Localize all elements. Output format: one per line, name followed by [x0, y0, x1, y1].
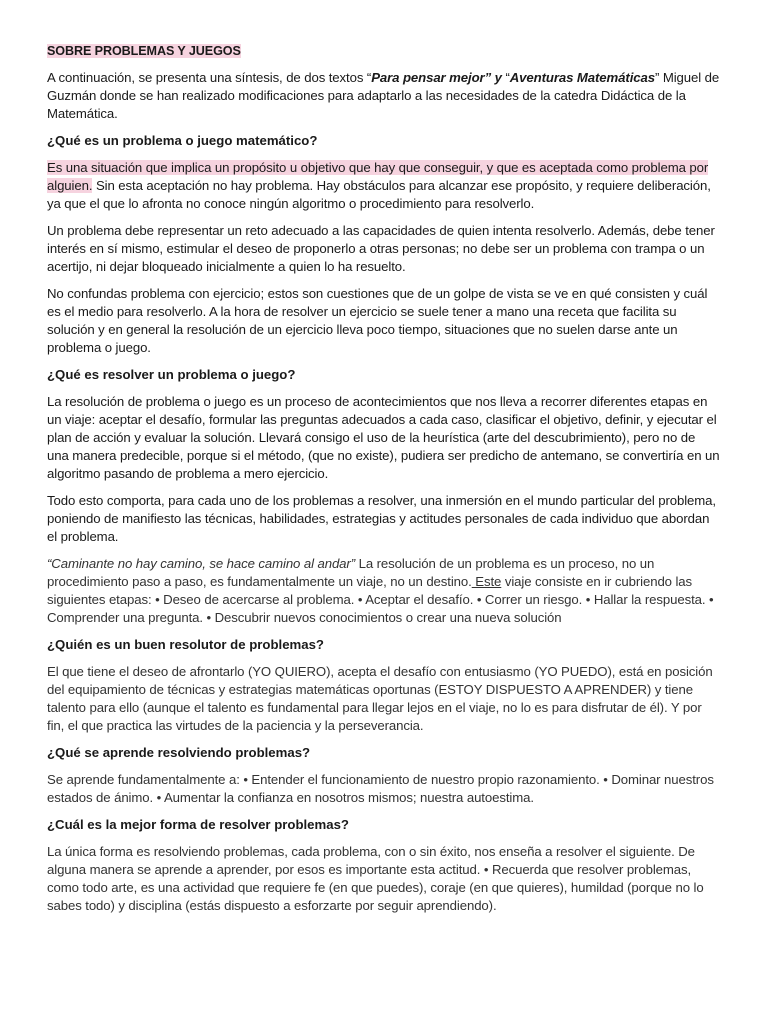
heading-mejor-forma: ¿Cuál es la mejor forma de resolver problemas?	[47, 817, 349, 832]
paragraph-definicion	[47, 159, 720, 213]
title-highlight: SOBRE PROBLEMAS Y JUEGOS	[47, 44, 241, 58]
paragraph-inmersion: Todo esto comporta, para cada uno de los problemas a resolver, una inmersión en el mundo particular del problema, poniendo de manifiesto las técnicas, habilidades, estrategias y actitudes personales de cada individuo que abordan el problema.	[47, 493, 716, 544]
intro-text-2: “	[501, 70, 510, 85]
heading-resolver-problema: ¿Qué es resolver un problema o juego?	[47, 367, 296, 382]
paragraph-que-se-aprende: Se aprende fundamentalmente a: • Entender el funcionamiento de nuestro propio razonamiento. • Dominar nuestros estados de ánimo. • Aumentar la confianza en nosotros mismos; nuestra autoestima.	[47, 772, 714, 805]
book-title-2: Aventuras Matemáticas	[509, 70, 655, 85]
heading-buen-resolutor: ¿Quién es un buen resolutor de problemas?	[47, 637, 324, 652]
paragraph-resolucion: La resolución de problema o juego es un proceso de acontecimientos que nos lleva a recorrer diferentes etapas en un viaje: aceptar el desafío, formular las preguntas adecuados a cada caso, clasificar el objetivo, definir, y ejecutar el plan de acción y evaluar la solución. Llevará consigo el uso de la heurística (arte del descubrimiento), pero no de una manera predecible, porque si el método, (que no existe), pudiera ser predicho de antemano, se convertiría en un algoritmo pasando de problema a mero ejercicio.	[47, 394, 720, 481]
caminante-text-b: Este	[471, 574, 502, 589]
intro-paragraph	[47, 69, 720, 123]
heading-que-se-aprende: ¿Qué se aprende resolviendo problemas?	[47, 745, 311, 760]
caminante-text-a: La resolución de un problema es un proceso, no un procedimiento paso a paso, es fundamentalmente un viaje, no un destino.	[47, 556, 655, 589]
highlighted-definition: Es una situación que implica un propósito u objetivo que hay que conseguir, y que es aceptada como problema por alguien.	[47, 160, 709, 193]
book-title-1: Para pensar mejor” y	[371, 70, 502, 85]
heading-problema-juego: ¿Qué es un problema o juego matemático?	[47, 133, 318, 148]
document-title	[47, 42, 720, 60]
paragraph-reto: Un problema debe representar un reto adecuado a las capacidades de quien intenta resolverlo. Además, debe tener interés en sí mismo, estimular el deseo de proponerlo a otras personas; no debe ser un problema con trampa o un acertijo, ni dejar bloqueado inicialmente a quien lo ha resuelto.	[47, 223, 715, 274]
paragraph-buen-resolutor	[47, 663, 720, 735]
intro-text-1: A continuación, se presenta una síntesis, de dos textos “	[47, 70, 372, 85]
paragraph-mejor-forma	[47, 843, 720, 915]
definition-rest: Sin esta aceptación no hay problema. Hay obstáculos para alcanzar ese propósito, y requiere deliberación, ya que el que lo afronta no conoce ningún algoritmo o procedimiento para resolverlo.	[47, 178, 711, 211]
paragraph-ejercicio: No confundas problema con ejercicio; estos son cuestiones que de un golpe de vista se ve en qué consisten y cuál es el medio para resolverlo. A la hora de resolver un ejercicio se suele tener a mano una receta que facilita su solución y en general la resolución de un ejercicio lleva poco tiempo, situaciones que no suelen darse ante un problema o juego.	[47, 286, 708, 355]
intro-text-3: ” Miguel de Guzmán donde se han realizado modificaciones para adaptarlo a las necesidades de la catedra Didáctica de la Matemática.	[47, 70, 720, 121]
caminante-text-c: viaje consiste en ir cubriendo las siguientes etapas: • Deseo de acercarse al problema. • Aceptar el desafío. • Correr un riesgo. • Hallar la respuesta. • Comprender una pregunta. • Descubrir nuevos conocimientos o crear una nueva solución	[47, 574, 714, 625]
quote-caminante: “Caminante no hay camino, se hace camino al andar”	[47, 556, 356, 571]
paragraph-caminante	[47, 555, 720, 627]
resolutor-text: El que tiene el deseo de afrontarlo (YO QUIERO), acepta el desafío con entusiasmo (YO PUEDO), está en posición del equipamiento de técnicas y estrategias matemáticas oportunas (ESTOY DISPUESTO A APRENDER) y tiene talento para ello (aunque el talento es fundamental para llegar lejos en el viaje, no lo es para disfrutar de él). Y por fin, el que practica las virtudes de la paciencia y la perseverancia.	[47, 664, 713, 733]
mejor-forma-text: La única forma es resolviendo problemas, cada problema, con o sin éxito, nos enseña a resolver el siguiente. De alguna manera se aprende a aprender, por esos es importante esta actitud. • Recuerda que resolver problemas, como todo arte, es una actividad que requiere fe (en que puedes), coraje (en que quieres), humildad (porque no lo sabes todo) y disciplina (estás dispuesto a esforzarte por seguir aprendiendo).	[47, 844, 704, 913]
